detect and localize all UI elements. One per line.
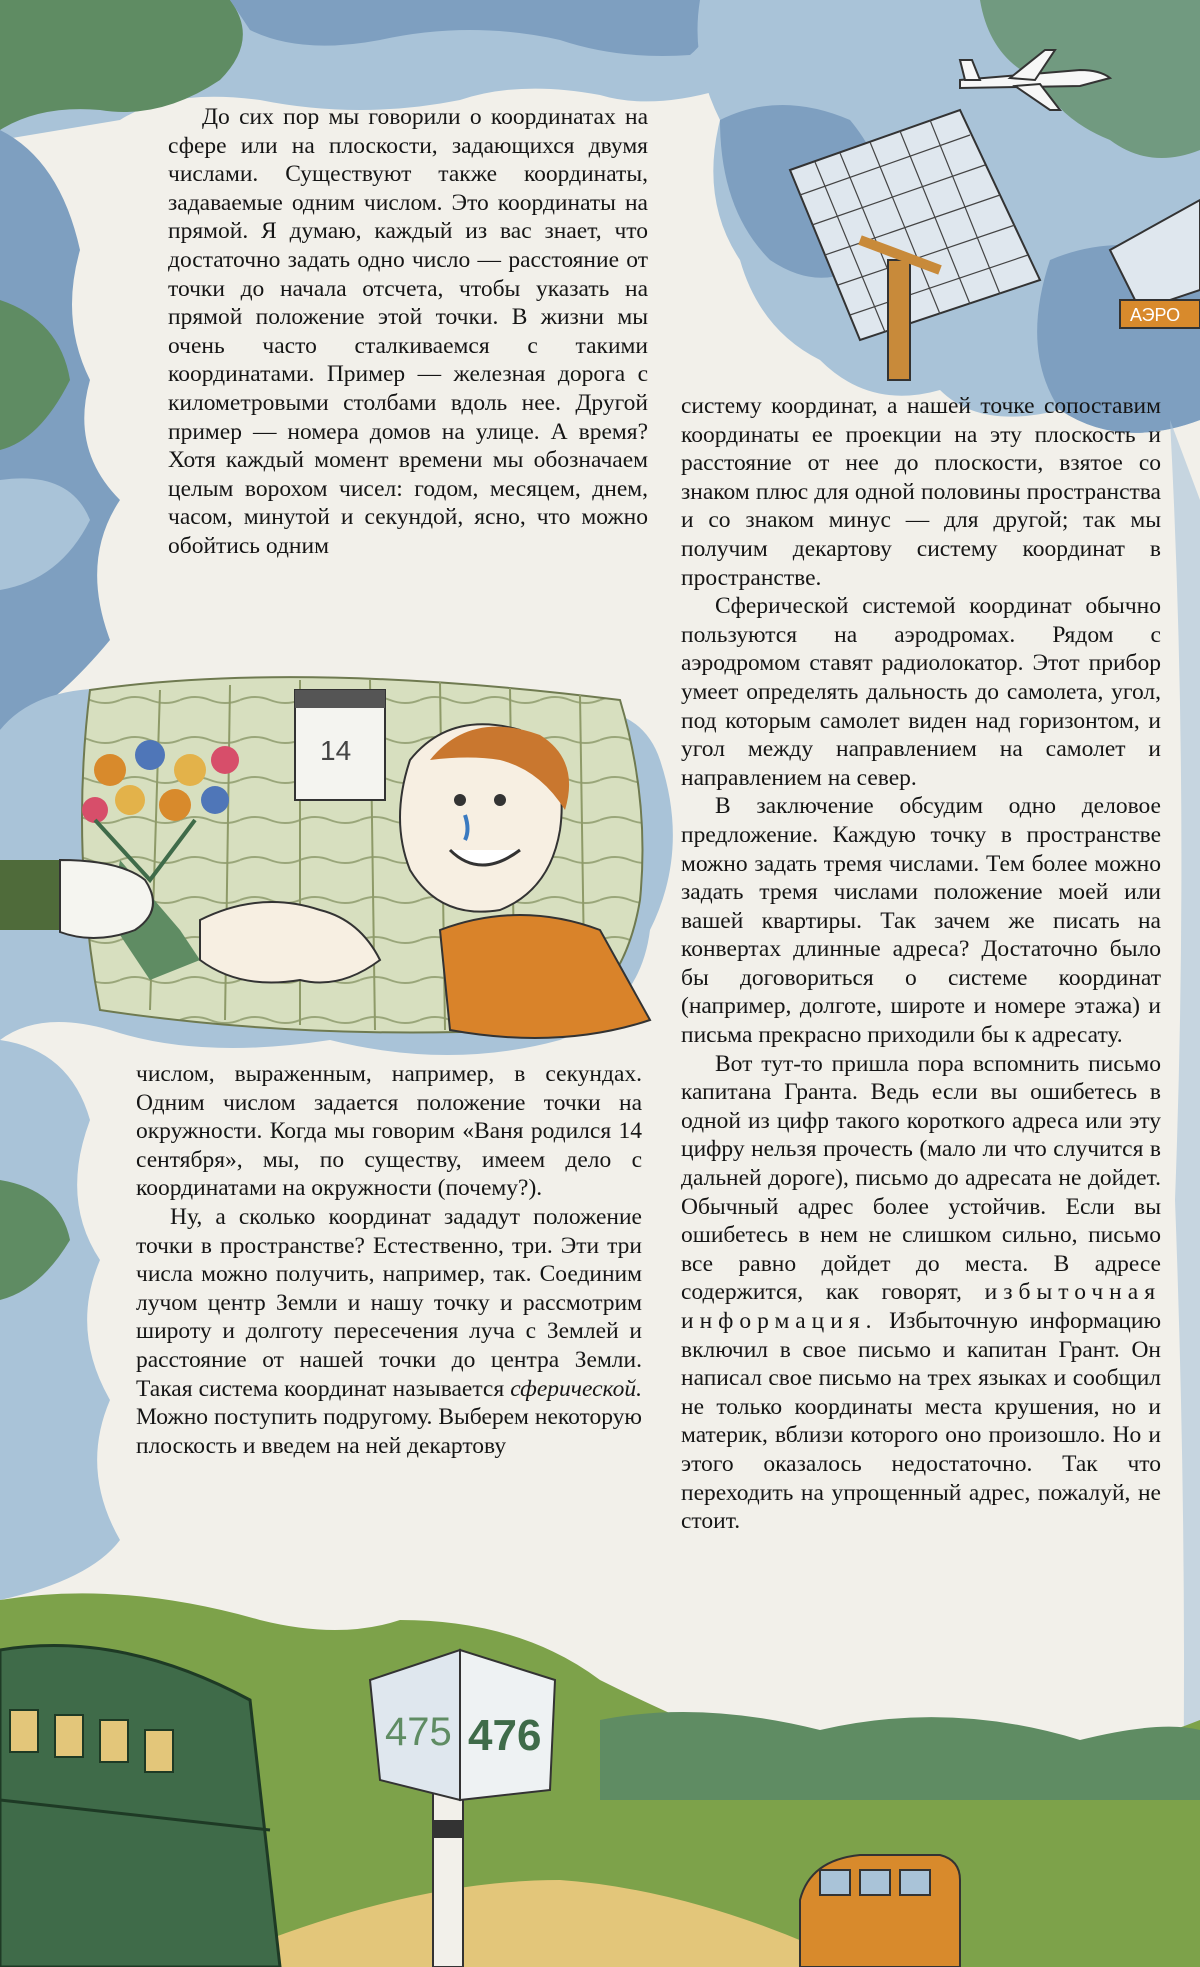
paragraph: числом, выраженным, например, в секундах. Одним числом задается положение точки на окружности. Когда мы говорим «Ваня родился 14 сентября», мы, по существу, имеем дело с координатами на окружности (почему?). xyxy=(136,1061,642,1202)
train-icon xyxy=(0,1646,280,1967)
milestone-left-number: 475 xyxy=(385,1710,452,1754)
paragraph-text: Можно поступить подругому. Выберем некоторую плоскость и введем на ней декартову xyxy=(136,1404,642,1459)
paragraph-text: Избыточную информацию включил в свое письмо и капитан Грант. Он написал свое письмо на трех языках и сообщил не только координаты места крушения, но и материк, вблизи которого оно произошло. Но и этого оказалось недостаточно. Так что переходить на упрощенный адрес, пожалуй, не стоит. xyxy=(681,1308,1161,1535)
spaced-term: избыточная информация. xyxy=(681,1279,1161,1334)
calendar-day: 14 xyxy=(320,735,352,766)
italic-term: сферической. xyxy=(510,1375,642,1402)
paragraph-text: Вот тут-то пришла пора вспомнить письмо капитана Гранта. Ведь если вы ошибетесь в одной из цифр такого короткого адреса или эту цифру нельзя прочесть (мало ли что случится в дальней дороге), письмо до адресата не дойдет. Обычный адрес более устойчив. Если вы ошибетесь в нем не слишком сильно, письмо все равно дойдет до места. В адресе содержится, как говорят, xyxy=(681,1050,1161,1306)
paragraph: До сих пор мы говорили о координатах на сфере или на плоскости, задающихся двумя числами. Существуют также координаты, задаваемые одним числом. Это координаты на прямой. Я думаю, каждый из вас знает, что достаточно задать одно число — расстояние от точки до начала отсчета, чтобы указать на прямой положение этой точки. В жизни мы очень часто сталкиваемся с такими координатами. Пример — железная дорога с километровыми столбами вдоль нее. Другой пример — номера домов на улице. А время? Хотя каждый момент времени мы обозначаем целым ворохом чисел: годом, месяцем, днем, часом, минутой и секундой, ясно, что можно обойтись одним xyxy=(168,104,648,559)
paragraph xyxy=(136,1203,642,1460)
text-col1-bottom xyxy=(136,1060,642,1460)
text-col2 xyxy=(681,392,1161,1536)
paragraph-text: Ну, а сколько координат зададут положение точки в пространстве? Естественно, три. Эти три числа можно получить, например, так. Соединим лучом центр Земли и нашу точку и рассмотрим широту и долготу пересечения луча с Землей и расстояние от нашей точки до центра Земли. Такая система координат называется xyxy=(136,1203,642,1402)
radar-sign: АЭРО xyxy=(1130,305,1181,325)
paragraph: систему координат, а нашей точке сопоставим координаты ее проекции на эту плоскость и расстояние от нее до плоскости, взятое со знаком плюс для одной половины пространства и со знаком минус — для другой; так мы получим декартову систему координат в пространстве. xyxy=(681,393,1161,591)
text-col1-top xyxy=(168,103,648,561)
paragraph: Сферической системой координат обычно пользуются на аэродромах. Рядом с аэродромом ставят радиолокатор. Этот прибор умеет определять дальность до самолета, угол, под которым самолет виден над горизонтом, и угол между направлением на самолет и направлением на север. xyxy=(681,593,1161,791)
calendar-icon xyxy=(295,690,385,800)
milestone-right-number: 476 xyxy=(468,1711,542,1760)
bus-icon xyxy=(800,1855,960,1967)
paragraph xyxy=(681,1050,1161,1536)
paragraph: В заключение обсудим одно деловое предложение. Каждую точку в пространстве можно задать тремя числами. Тем более можно задать тремя числами положение моей или вашей квартиры. Так зачем же писать на конвертах длинные адреса? Достаточно было бы договориться о системе координат (например, долготе, широте и номере этажа) и письма прекрасно приходили бы к адресату. xyxy=(681,793,1161,1049)
